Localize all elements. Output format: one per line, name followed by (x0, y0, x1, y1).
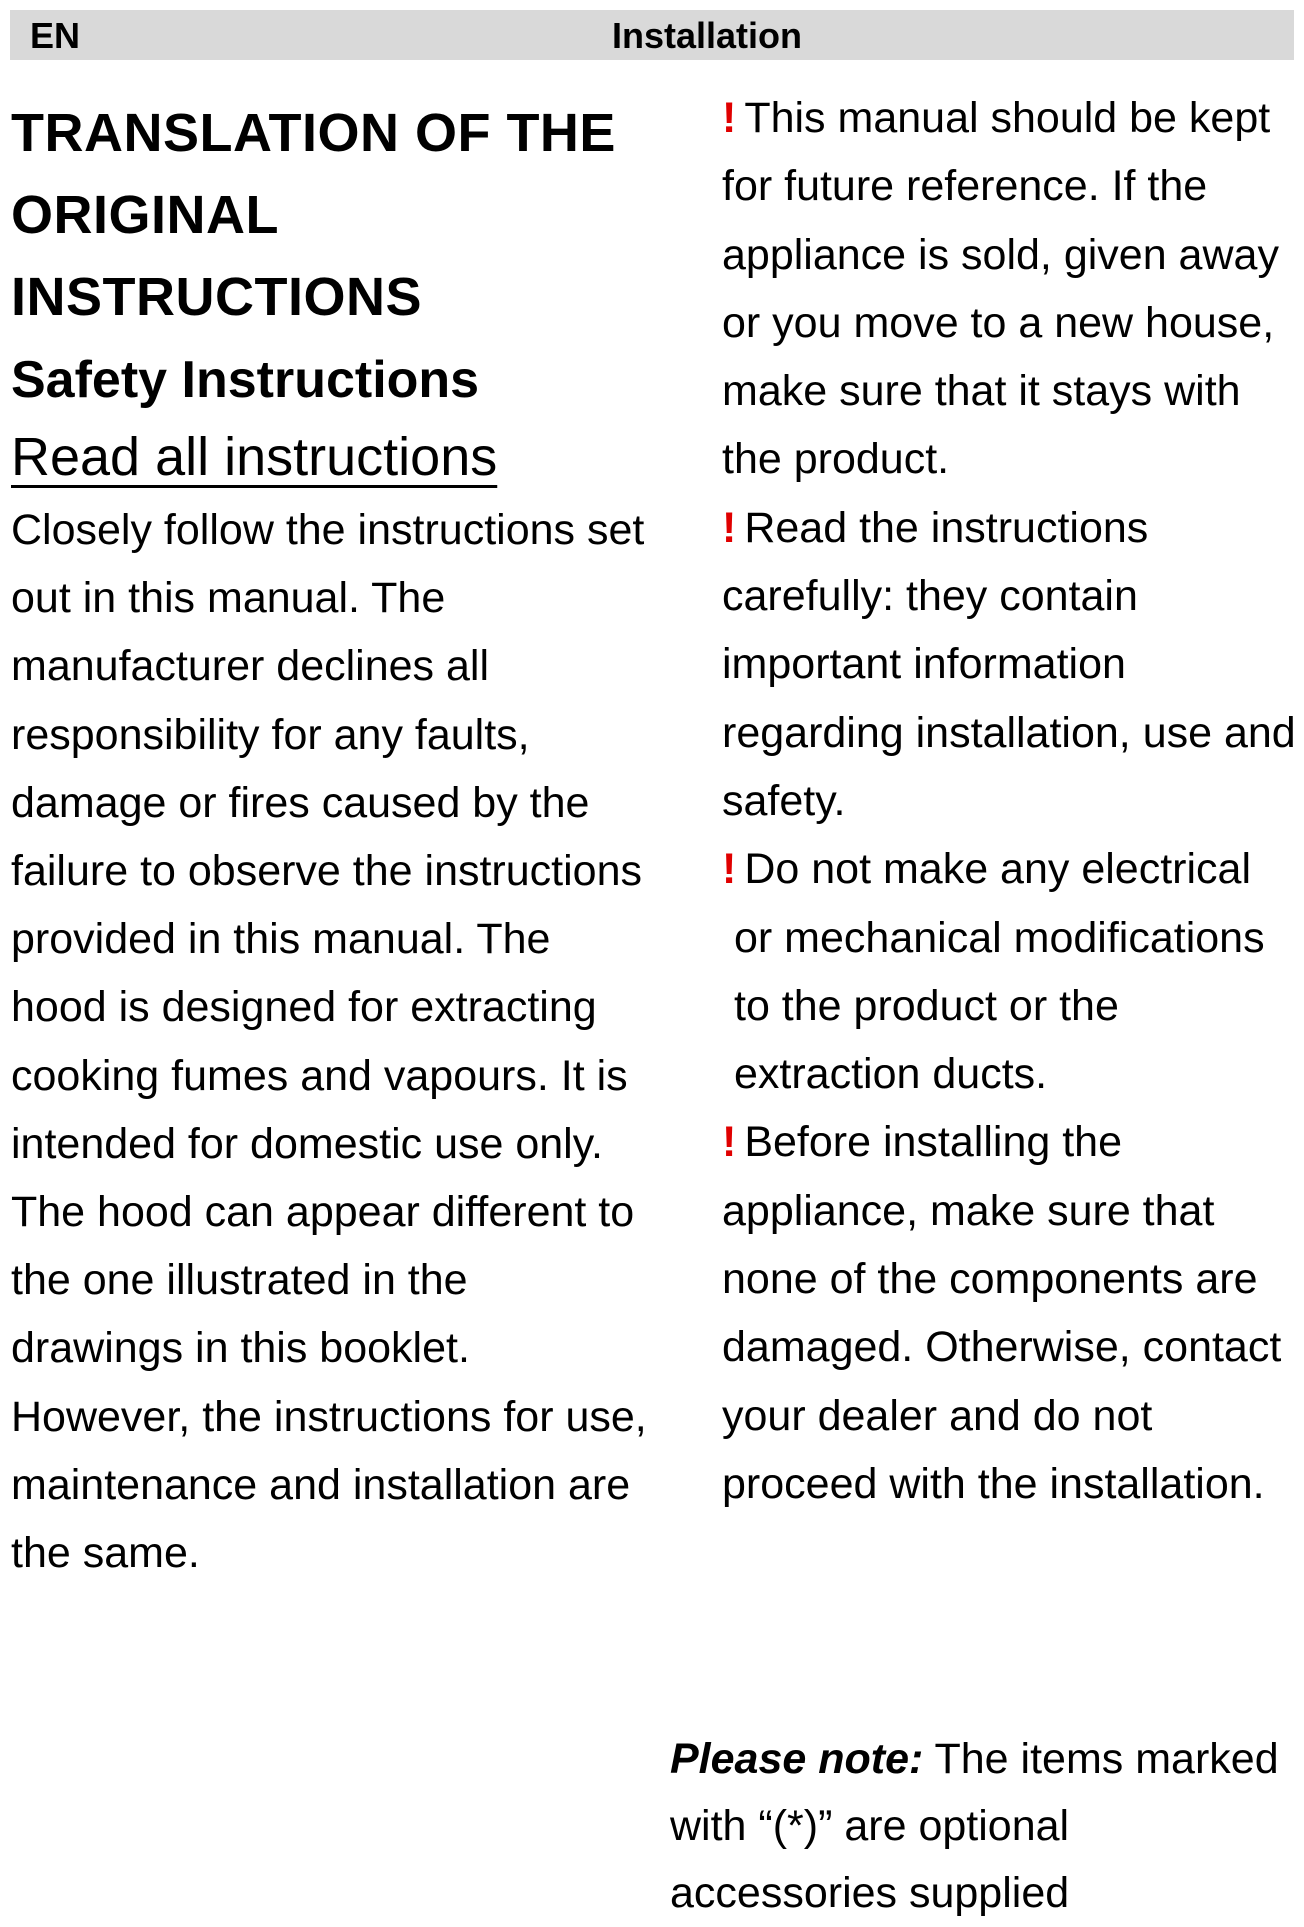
document-title-line-2: ORIGINAL (11, 185, 279, 245)
right-column (722, 84, 1300, 1518)
warning-text: Read the instructions carefully: they contain important information regarding installation, use and safety. (722, 503, 1296, 825)
read-all-instructions-heading: Read all instructions (11, 427, 498, 487)
warning-text: Before installing the appliance, make sure that none of the components are damaged. Otherwise, contact your dealer and do not proceed with the installation. (722, 1118, 1282, 1508)
section-title: Installation (611, 15, 803, 56)
appearance-paragraph: The hood can appear different to the one illustrated in the drawings in this booklet. However, the instructions for use, maintenance and installation are the same. (11, 1188, 647, 1578)
document-title-line-3: INSTRUCTIONS (11, 267, 422, 327)
please-note-label: Please note: (670, 1735, 924, 1783)
warning-exclamation-icon: ! (722, 845, 737, 894)
warning-exclamation-icon: ! (722, 94, 737, 142)
warning-item (722, 494, 1300, 835)
left-column (11, 92, 651, 1587)
safety-instructions-heading: Safety Instructions (11, 351, 480, 409)
warning-item (722, 835, 1300, 1108)
intro-paragraph: Closely follow the instructions set out in this manual. The manufacturer declines all responsibility for any faults, damage or fires caused by the failure to observe the instructions provided in this manual. The hood is designed for extracting cooking fumes and vapours. It is intended for domestic use only. (11, 506, 645, 1168)
warning-text: Do not make any electrical or mechanical modifications to the product or the extraction ducts. (734, 845, 1265, 1099)
document-title-line-1: TRANSLATION OF THE (11, 103, 616, 163)
warning-item (722, 1108, 1300, 1518)
warning-text: This manual should be kept for future reference. If the appliance is sold, given away or you move to a new house, make sure that it stays with the product. (722, 94, 1279, 484)
warning-exclamation-icon: ! (722, 1118, 737, 1167)
please-note-text: The items marked with “(*)” are optional accessories supplied (670, 1735, 1279, 1917)
warning-exclamation-icon: ! (722, 503, 737, 552)
page-header (10, 10, 1294, 60)
warning-item (722, 84, 1300, 494)
language-code: EN (30, 15, 81, 56)
please-note (670, 1726, 1300, 1927)
